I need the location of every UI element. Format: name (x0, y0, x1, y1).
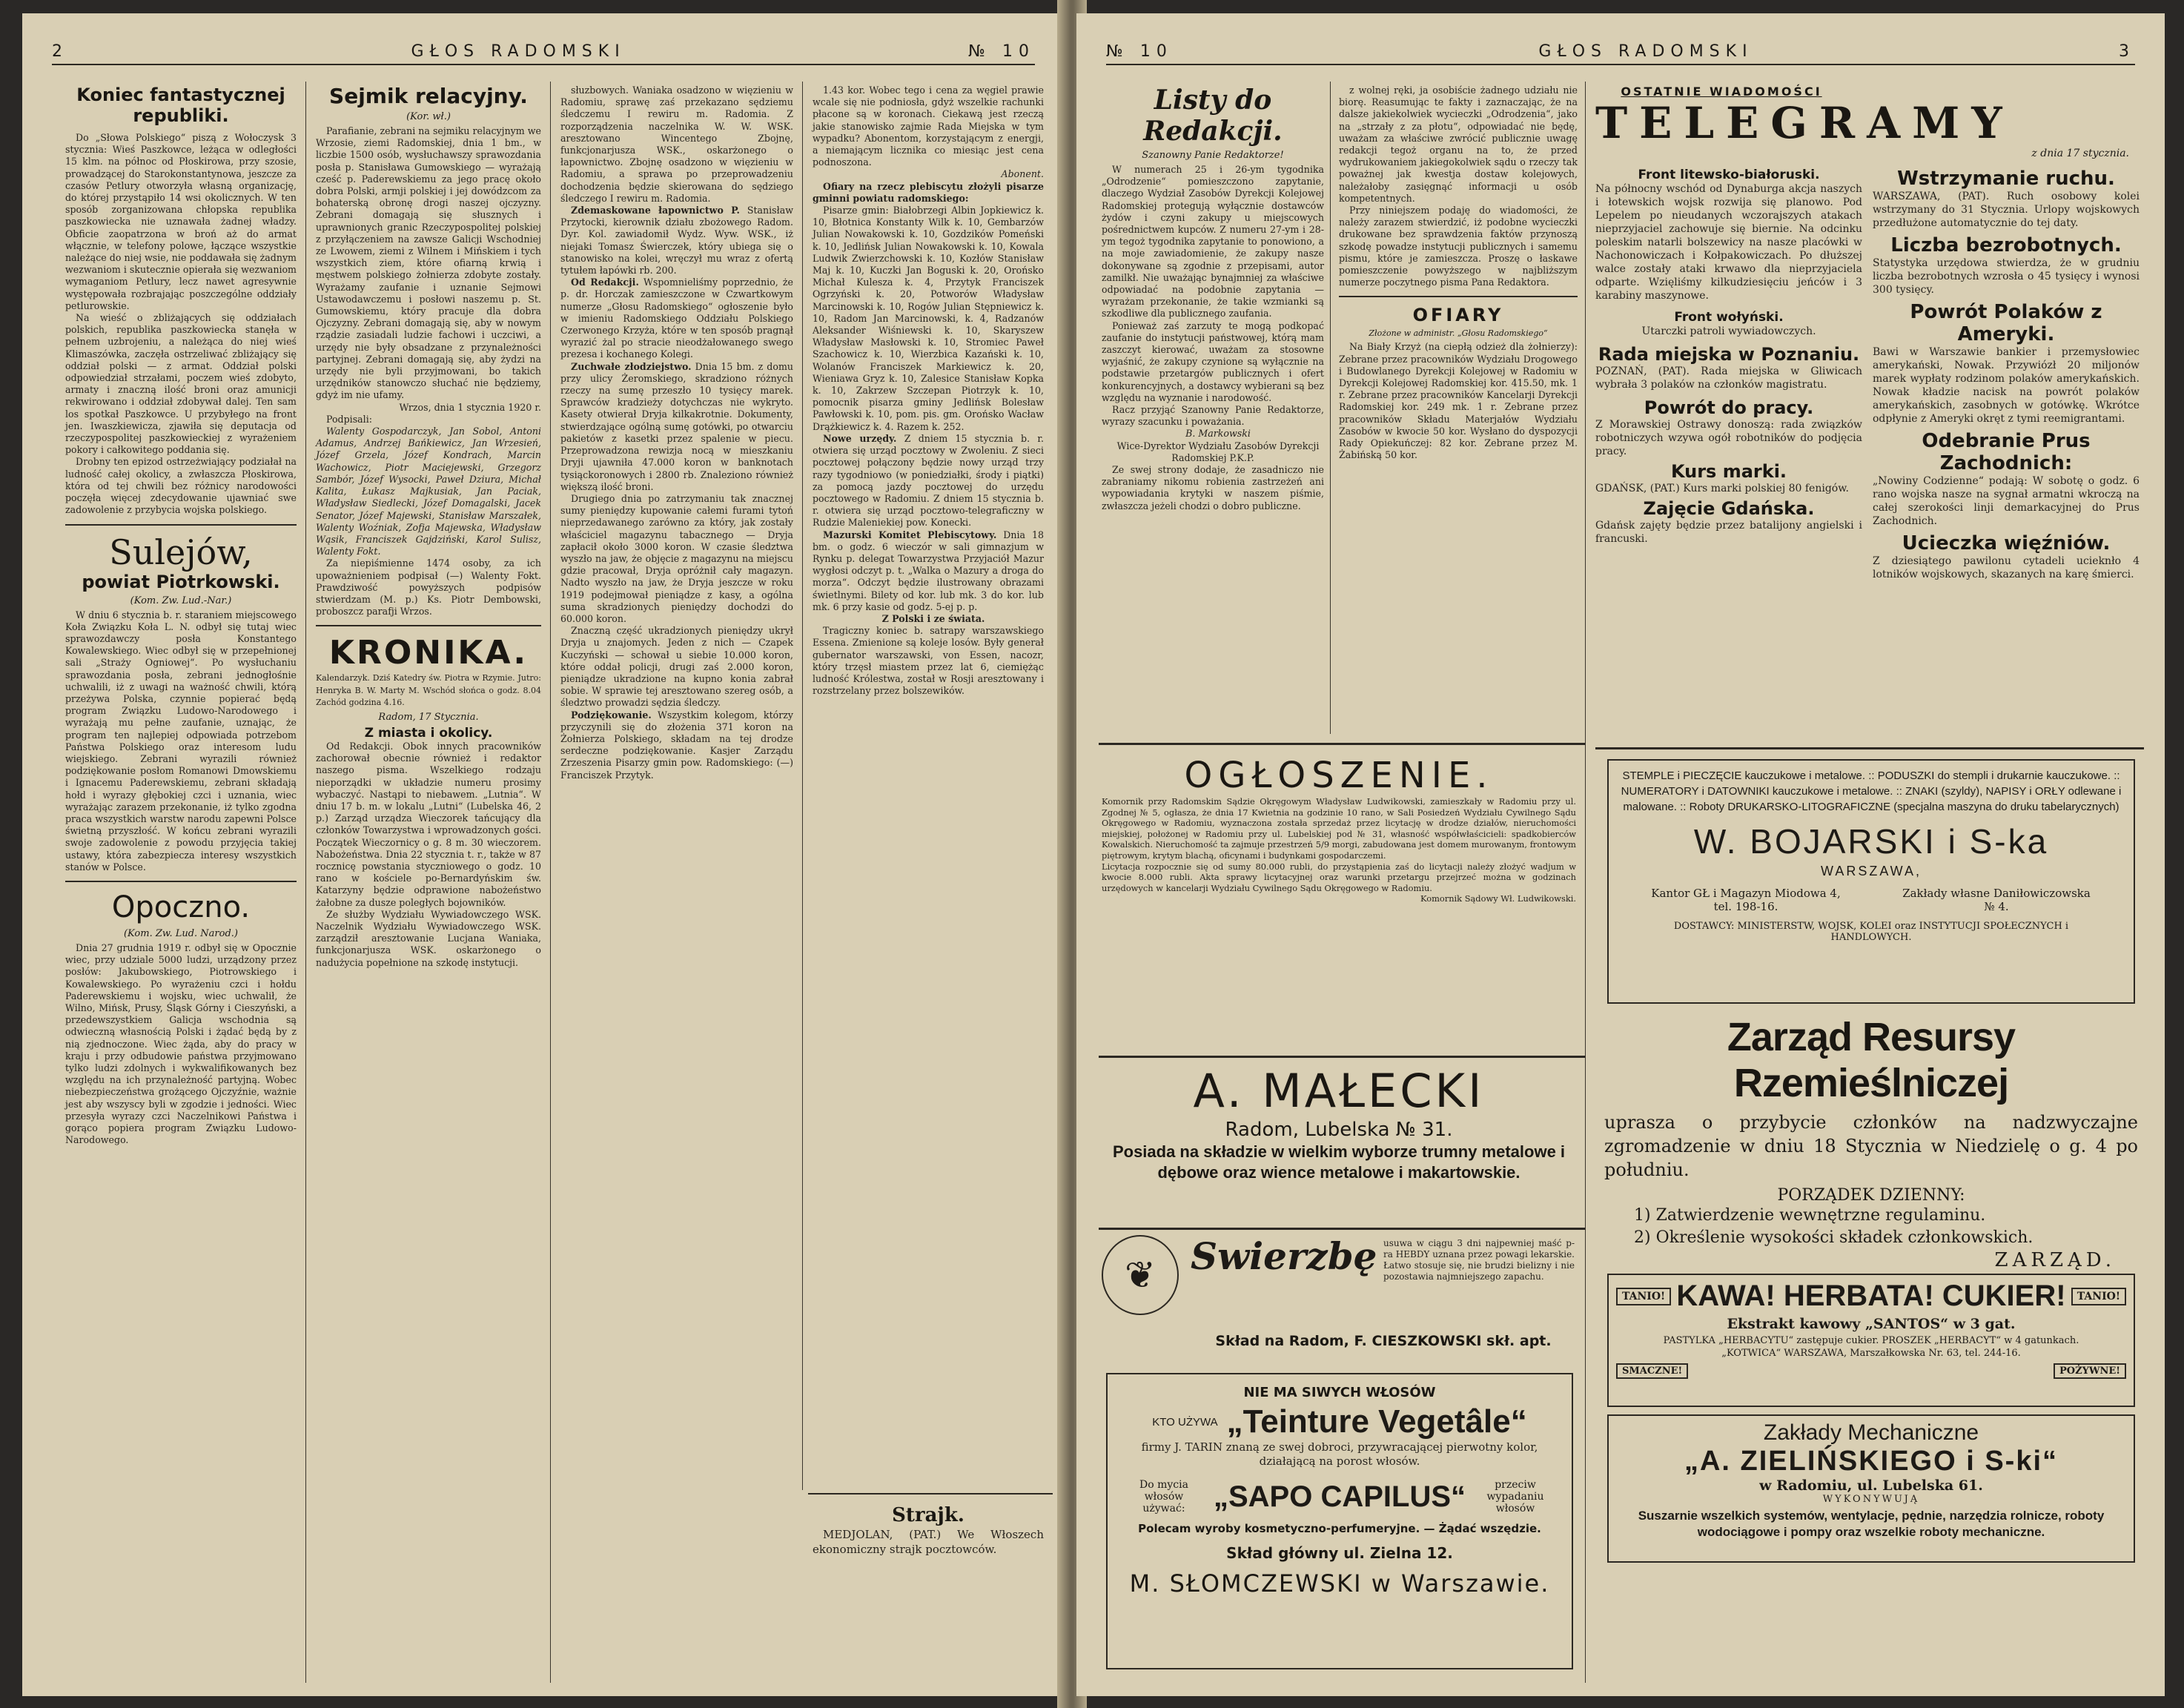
telegram-headline: Front litewsko-białoruski. (1638, 168, 1820, 182)
ad-title: KAWA! HERBATA! CUKIER! (1676, 1280, 2066, 1312)
column-3 (560, 85, 793, 1678)
telegram-headline: Powrót Polaków z Ameryki. (1910, 301, 2102, 345)
ad-title: Swierzbę (1191, 1234, 1377, 1278)
calendar-note: Kalendarzyk. Dziś Katedry św. Piotra w Rzymie. Jutro: Henryka B. W. Marty M. Wschód słońca o godz. 8.04 Zachód godzina 4.16. (316, 673, 541, 707)
telegram-headline: Liczba bezrobotnych. (1890, 234, 2122, 256)
ad-address: w Radomiu, ul. Lubelska 61. (1759, 1477, 1983, 1494)
article-body: słuzbowych. Waniaka osadzono w więzieniu w Radomiu, sprawę zaś przekazano sędziemu śledczemu I rewiru m. Radomia. Z rozporządzenia naczelnika W. W. WSK. aresztowano Wincentego Zbojnę, funkcjonarjusza WSK., oskarżonego o łapownictwo. Zbojnę osadzono w więzieniu w Radomiu, a sprawa po przeprowadzeniu dochodzenia będzie skierowana do sędziego śledczego I rewiru m. Radomia. Zdemaskowane łapownictwo P. Stanisław Przytocki, kierownik działu zbożowego Radom. Dyr. Kol. zawiadomił Wydz. Wyw. WSK., iż niejaki Tomasz Świerczek, który ubiega się o stanowisko na kolei, wręczył mu wraz z ofertą tytułem łapówki rb. 200. Od Redakcji. Wspomnieliśmy poprzednio, że p. dr. Horczak zamieszczone w Czwartkowym numerze „Głosu Radomskiego“ ogłoszenie było w imieniu Radomskiego Oddziału Polskiego Czerwonego Krzyża, które w ten sposób pragnął wyrazić żal po stracie nieodżałowanego swego prezesa i kochanego Kolegi. Zuchwałe złodziejstwo. Dnia 15 bm. z domu przy ulicy Żeromskiego, skradziono różnych rzeczy na sumę przeszło 10 tysięcy marek. Sprawców kradzieży dotychczas nie wykryto. Kasety otwierał Dryja kilkakrotnie. Dokumenty, stwierdzające ogólną sumę gotówki, po otwarciu pakietów z kasetki przez spalenie w piecu. Przeprowadzona rewizja nocą w mieszkaniu Dryji ujawniła 47.000 koron w banknotach tysiąckoronowych i 2800 rb. Znaleziono również większą ilość broni. Drugiego dnia po zatrzymaniu tak znacznej sumy pieniędzy kupowanie całemi furami tytoń nieprzedawanego zarówno za który, jak zostały właściciel magazynu tabacznego — Dryja zapłacił około 3000 koron. W czasie śledztwa wyszło na jaw, że objęcie z magazynu na miejscu gdzie pracował, Dryja opróżnił cały magazyn. Nadto wyszło na jaw, że Dryja jeszcze w roku 1919 podejmował pieniądze z kasy, a ogólna suma skradzionych pieniędzy dochodzi do 60.000 koron. Znaczną część ukradzionych pieniędzy ukrył Dryja u znajomych. Jeden z nich — Czapek Kuczyński — schował u siebie 10.000 koron, które oddał policji, drugi zaś 2.000 koron, pieniądze ukradzione na kupno konia zabrał sobie. W sprawie tej aresztowano szereg osób, a śledztwo prowadzi sędzia śledczy. Podziękowanie. Wszystkim kolegom, którzy przyczynili się do złożenia 371 koron na Żołnierza Polskiego, składam na tej drodze serdeczne podziękowanie. Kasjer Zarządu Zrzeszenia Pisarzy gmin pow. Radomskiego: (—) Franciszek Przytyk. (560, 85, 793, 781)
letters-column-2 (1339, 85, 1578, 737)
ad-body: Polecam wyroby kosmetyczno-perfumeryjne. — Żądać wszędzie. (1138, 1522, 1541, 1535)
section-headline: TELEGRAMY (1595, 98, 2014, 148)
right-page-header (1106, 36, 2135, 65)
ad-title: „A. ZIELIŃSKIEGO i S-ki“ (1684, 1446, 2059, 1477)
divider (1099, 1056, 1585, 1058)
ad-store: Skład główny ul. Zielna 12. (1226, 1544, 1453, 1562)
column-rule (1585, 82, 1586, 1683)
article-headline: Sulejów, (109, 532, 253, 572)
telegram-body: Bawi w Warszawie bankier i przemysłowiec amerykański, Nowak. Przywiózł 20 miljonów marek wypłaty rodzinom polaków amerykańskich. Nowak kładzie nacisk na powrót polaków amerykańskich, zasobnych w gotówkę. Wkrótce odpłynie z Ameryki okręt z tymi reemigrantami. (1873, 346, 2140, 425)
telegram-headline: Ucieczka więźniów. (1902, 532, 2111, 555)
section-headline: KRONIKA. (328, 634, 529, 672)
telegram-body: POZNAŃ, (PAT). Rada miejska w Gliwicach wybrała 3 polaków na członków magistratu. (1595, 365, 1862, 391)
article-subhead: powiat Piotrkowski. (82, 571, 280, 592)
agenda-title: PORZĄDEK DZIENNY: (1777, 1186, 1965, 1205)
telegram-headline: Front wołyński. (1674, 310, 1784, 325)
column-4 (813, 85, 1044, 1478)
telegram-headline: Zajęcie Gdańska. (1643, 498, 1815, 519)
ad-title: W. BOJARSKI i S-ka (1693, 822, 2049, 861)
telegram-col-b (1873, 168, 2140, 581)
ad-store: Skład na Radom, F. CIESZKOWSKI skł. apt. (1215, 1333, 1552, 1349)
telegramy-section (1595, 85, 2144, 752)
dateline: Radom, 17 Stycznia. (378, 711, 479, 723)
ad-city: WARSZAWA, (1821, 864, 1922, 878)
notice-headline: OGŁOSZENIE. (1184, 755, 1494, 796)
ad-note: przeciw wypadaniu włosów (1486, 1479, 1544, 1515)
notice-signature: ZARZĄD. (1994, 1249, 2116, 1271)
ad-kicker: NIE MA SIWYCH WŁOSÓW (1243, 1385, 1436, 1400)
article-headline: Strajk. (892, 1504, 964, 1526)
ad-body: Ekstrakt kawowy „SANTOS“ w 3 gat. (1727, 1316, 2016, 1332)
section-subhead: Z miasta i okolicy. (364, 725, 493, 741)
article-headline: Koniec fantastycznej republiki. (76, 85, 285, 126)
telegram-headline: Powrót do pracy. (1644, 397, 1814, 418)
zarzad-notice (1604, 1014, 2138, 1271)
swierzbe-ad (1102, 1235, 1576, 1368)
tag-badge: POŻYWNE! (2054, 1363, 2126, 1379)
agenda-item: 2) Określenie wysokości składek członkowskich. (1634, 1228, 2034, 1247)
left-page (22, 13, 1065, 1696)
telegram-body: Utarczki patroli wywiadowczych. (1641, 325, 1816, 337)
telegram-body: Na północny wschód od Dynaburga akcja naszych i łotewskich wojsk rozwija się planowo. Pod Lepelem po nieudanych wczorajszych atakach nieprzyjaciel zachowuje się biernie. Na odcinku poleskim natarli bolszewicy na nasze placówki w Nachonowiczach i Kołpakowiczach. Po dłuższej walce zostały ataki krwawo dla nieprzyjaciela odparte. Wzięliśmy kilkudziesięciu jeńców i 3 karabiny maszynowe. (1595, 183, 1862, 302)
article-body: Dnia 27 grudnia 1919 r. odbył się w Opocznie wiec, przy udziale 5000 ludzi, urządzony przez posłów: Jakubowskiego, Piotrowskiego i Kowalewskiego. Po wyrażeniu czci i hołdu Paderewskiemu i wojsku, wiec uchwalił, że Wilno, Mińsk, Prusy, Śląsk Górny i Cieszyński, a przedewszystkiem Galicja wschodnia są odwieczną własnością Polski i żądać będą by z nią zjednoczone. Wiec żąda, aby do pracy w kraju i przy odbudowie państwa przyjmowano tylko ludzi zdolnych i wykwalifikowanych bez względu na ich przynależność partyjną. Wobec niebezpieczeństwa grożącego Ojczyźnie, ważnie jest aby wszyscy byli w zgodzie i jedności. Wiec przesyła wyrazy czci Naczelnikowi Państwa i gorąco popiera program Związku Ludowo-Narodowego. (65, 941, 297, 1146)
telegram-body: „Nowiny Codzienne“ podają: W sobotę o godz. 6 rano wojska nasze na sygnał armatni wkroczą na całej szerokości linji demarkacyjnej do Prus Zachodnich. (1873, 475, 2140, 527)
column-rule (1330, 82, 1331, 734)
telegram-body: Z Morawskiej Ostrawy donoszą: rada związków robotniczych wzywa ogół robotników do podjęcia pracy. (1595, 419, 1862, 457)
ad-body: Suszarnie wszelkich systemów, wentylacje, pędnie, narzędzia rolnicze, roboty wodociągowe i pompy oraz wszelkie roboty mechaniczne. (1638, 1509, 2105, 1539)
article-headline: Listy do Redakcji. (1143, 85, 1283, 147)
telegram-headline: Wstrzymanie ruchu. (1897, 168, 2115, 190)
ad-note: KTO UŻYWA (1152, 1415, 1218, 1429)
article-body: 1.43 kor. Wobec tego i cena za węgiel prawie wcale się nie podniosła, gdyż wszelkie rachunki płacone są w koronach. Ciekawą jest rzeczą jakie stanowisko zajmie Rada Miejska w tym wypadku? Abonentom, korzystającym z energji, a niemającym licznika co miesiąc jest cena podnoszona. Abonent. Ofiary na rzecz plebiscytu złożyli pisarze gminni powiatu radomskiego: Pisarze gmin: Białobrzegi Albin Jopkiewicz k. 10, Błotnica Konstanty Wilk k. 10, Gembarzów Julian Nowakowski k. 10, Gozdzików Pomeński k. 10, Jedlińsk Julian Nowakowski k. 10, Kowala Ludwik Zwierzchowski k. 10, Kozłów Stanisław Maj k. 10, Kuczki Jan Boguski k. 20, Orońsko Michał Kulesza k. 4, Przytyk Franciszek Ogrzyński k. 20, Potworów Władysław Marcinowski k. 10, Rogów Julian Stępniewicz k. 10, Radom Jan Marcinowski, k. 4, Radzanów Aleksander Wiśniewski k. 10, Skaryszew Władysław Masłowski k. 10, Stromiec Paweł Szachowicz k. 10, Wierzbica Kazański k. 10, Wolanów Franciszek Markiewicz k. 20, Wieniawa Gryz k. 10, Zalesice Stanisław Kopka k. 10, Zakrzew Szczepan Piotrzyk k. 10, pomocnik pisarza gminy Jedlińsk Bolesław Pawłowski k. 10, pom. pis. gm. Orońsko Wacław Drążkiewicz k. 4. Razem k. 252. Nowe urzędy. Z dniem 15 stycznia b. r. otwiera się urząd pocztowy w Zwoleniu. Z sieci pocztowej połączony będzie nowy urząd trzy razy tygodniowo (w poniedziałki, środy i piątki) za pomocą jazdy pocztowej do urzędu pocztowego w Radomiu. Z dniem 15 stycznia b. r. otwiera się urząd pocztowo-telegraficzny w Rudzie Maleniekiej pow. Konecki. Mazurski Komitet Plebiscytowy. Dnia 18 bm. o godz. 6 wieczór w sali gimnazjum w Rynku p. delegat Towarzystwa Przyjaciół Mazur wygłosi odczyt p. t. „Walka o Mazury a droga do morza“. Odczyt będzie ilustrowany obrazami świetlnymi. Bilety od kor. lub mk. 3 do kor. lub mk. 6 przy kasie od godz. 5-ej p. p. Z Polski i ze świata. Tragiczny koniec b. satrapy warszawskiego Essena. Zmienione są koleje losów. Były generał gubernator warszawski, von Essen, nacozr, który trzęsł miastem przez lat 6, ciemiężąc ludność Królestwa, został w Rosji aresztowany i rozstrzelany przez bolszewików. (813, 85, 1044, 697)
zielinski-ad (1607, 1414, 2135, 1563)
notice-body: Komornik przy Radomskim Sądzie Okręgowym Władysław Ludwikowski, zamieszkały w Radomiu przy ul. Zgodnej № 5, ogłasza, że dnia 17 Kwietnia na godzinie 10 rano, w Sali Posiedzeń Wydziału Cywilnego Sądu Okręgowego w Radomiu, wyznaczona została sprzedaż przez licytację w drodze działów, nieruchomości miejskiej, położonej w Radomiu przy ul. Lubelskiej pod № 31, własność współwłaścicieli: spadkobierców Kowalskich. Nieruchomość ta zajmuje przestrzeń 5/9 morgi, zabudowana jest domem murowanym, frontowym piętrowym, krytym blachą, oficynami i budynkami gospodarczemi. Licytacja rozpocznie się od sumy 80.000 rubli, do przystąpienia zaś do licytacji należy złożyć wadjum w kwocie 8.000 rubli. Akta sprawy licytacyjnej oraz warunki przetargu przejrzeć można w godzinach urzędowych w kancelarji Wydziału Cywilnego Sądu Okręgowego w Radomiu. Komornik Sądowy Wł. Ludwikowski. (1102, 796, 1576, 904)
article-body: W dniu 6 stycznia b. r. staraniem miejscowego Koła Związku Koła L. N. odbył się tutaj wiec sprawozdawczy posła Konstantego Kowalewskiego. Wiec odbył się w przepełnionej sali „Straży Ogniowej“. Po wysłuchaniu sprawozdania posła, zebrani jednogłośnie uchwalili, iż z uwagi na ważność chwili, którą przeżywa Polska, czynnie popierać będą program Związku Ludowo-Narodowego i wyrażają mu pełne zaufanie, uznając, że program ten najlepiej odpowiada potrzebom Państwa Polskiego oraz interesom ludu wiejskiego. Zebrani wyrazili również podziękowanie posłom Romanowi Dmowskiemu i Ignacemu Paderewskiemu, zebrani składają hołd i wyrazy głębokiej czci i uznania, wiec wyrażając zarazem przekonanie, iż tylko zgodna praca wszystkich warstw narodu zapewni Polsce świetną przyszłość. W końcu zebrani wyrazili swoje zadowolenie z powodu przyjęcia takiej ustawy, która zabezpiecza interesy wszystkich stanów w Polsce. (65, 609, 297, 873)
dateline: z dnia 17 stycznia. (2031, 148, 2129, 159)
divider (1099, 743, 1585, 745)
article-body: Na Biały Krzyż (na ciepłą odzież dla żołnierzy): Zebrane przez pracowników Wydziału Drogowego i Budowlanego Dyrekcji Kolejowej w Radomiu w Dyrekcji Kolejowej Radomskiej kor. 415.50, mk. 1 r. Zebrane przez pracowników Kancelarji Dyrekcji Radomskiej kor. 249 mk. 1 r. Zebrane przez pracowników Składu Materjałów Wydziału Zasobów w kwocie 50 kor. Wysłano do dyspozycji Rady Opiekuńczej: 82 kor. Zebrane przez M. Żabińską 50 kor. (1339, 341, 1578, 461)
section-headline: OFIARY (1412, 305, 1504, 326)
article-body: Od Redakcji. Obok innych pracowników zachorował obecnie również i redaktor naszego pisma. Wszelkiego rodzaju nieporządki w układzie numeru prosimy wybaczyć. Nastąpi to niebawem. „Lutnia“. W dniu 17 b. m. w lokalu „Lutni“ (Lubelska 46, 2 p.) Zarząd urządza Wieczorek tańcujący dla członków Towarzystwa i wprowadzonych gości. Początek Wieczornicy o g. 8 m. 30 wieczorem. Nabożeństwa. Dnia 22 stycznia t. r., także w 87 rocznicę powstania styczniowego o godz. 10 rano w kościele po-Bernardyńskim św. Katarzyny będzie odprawione nabożeństwo żałobne za dusze poległych bojowników. Ze służby Wydziału Wywiadowczego WSK. Naczelnik Wydziału Wywiadowczego WSK. zarządził aresztowanie Lucjana Waniaka, funkcjonarjusza WSK. oskarżonego o nadużycia popełnione na szkodę instytucji. (316, 740, 541, 968)
section-subtitle: Złożone w administr. „Głosu Radomskiego“ (1369, 328, 1548, 339)
issue-number: № 10 (1106, 42, 1173, 61)
article-author: (Kor. wł.) (406, 111, 451, 122)
article-body: MEDJOLAN, (PAT.) We Włoszech ekonomiczny strajk pocztowców. (813, 1528, 1044, 1556)
page-number: 2 (52, 42, 68, 61)
telegram-body: Z dziesiątego pawilonu cytadeli ucieknło 4 lotników wojskowych, skazanych na karę śmierci. (1873, 555, 2140, 580)
ad-title: „SAPO CAPILUS“ (1213, 1480, 1466, 1513)
ad-body: Posiada na składzie w wielkim wyborze trumny metalowe i dębowe oraz wience metalowe i makartowskie. (1112, 1142, 1566, 1182)
emblem-icon: ❦ (1102, 1235, 1179, 1315)
article-body: W numerach 25 i 26-ym tygodnika „Odrodzenie“ pomieszczono zapytanie, dlaczego Wydział Zasobów Dyrekcji Kolejowej Radomskiej protegują wyłącznie dostawców żydów i czyni zakupy u miejscowych pośrednictwem kupców. Z numeru 27-ym i 28-ym tegoż tygodnika zapytanie to ponowiono, a na moje zawiadomienie, że zakupy nasze dokonywane są zgodnie z przepisami, autor zamilkł. Nie uważając bynajmniej za właściwe odpowiadać na podobnie zapytania — wyrażam przekonanie, że takie wzmianki są szkodliwe dla publicznego zaufania. Ponieważ zaś zarzuty te mogą podkopać zaufanie do instytucji państwowej, którą mam zaszczyt kierować, uważam za stosowne wyjaśnić, że zakupy czynione są wyłącznie na podstawie przetargów publicznych i ofert konkurencyjnych, a dostawcy wybierani są bez względu na wyznanie i narodowość. Racz przyjąć Szanowny Panie Redaktorze, wyrazy szacunku i poważania. B. Markowski Wice-Dyrektor Wydziału Zasobów Dyrekcji Radomskiej P.K.P. Ze swej strony dodaje, że zasadniczo nie zabraniamy nikomu robienia zastrzeżeń ani wypowiadania krytyki w naszem piśmie, zwłaszcza jeżeli chodzi o dobro publiczne. (1102, 164, 1324, 512)
article-source: (Kom. Zw. Lud.-Nar.) (130, 595, 232, 606)
newspaper-title: GŁOS RADOMSKI (411, 42, 626, 61)
ad-address: Zakłady własne Daniłowiczowska № 4. (1902, 887, 2091, 913)
ogloszenie-notice (1102, 755, 1576, 1051)
telegram-body: GDAŃSK, (PAT.) Kurs marki polskiej 80 fenigów. (1595, 483, 1850, 494)
tag-badge: TANIO! (1616, 1288, 1671, 1305)
ad-note: Do mycia włosów używać: (1139, 1479, 1188, 1515)
ad-note: WYKONYWUJĄ (1822, 1494, 1920, 1505)
article-body: z wolnej ręki, ja osobiście żadnego udziału nie biorę. Reasumując te fakty i zaznaczając, że na dalsze jakiekolwiek wycieczki „Odrodzenia“, jako na „strzały z za płotu“, odpowiadać nie będę, uważam za właściwe zwrócić publicznie uwagę redakcji tegoż organu na to, że przed wydrukowaniem jakiegokolwiek sądu o rzeczy tak poważnej jak kwestja dostaw kolejowych, należałoby zasięgnąć informacji u osób kompetentnych. Przy niniejszem podaję do wiadomości, że należy zarazem stwierdzić, iż podobne wycieczki drukowane bez sprawdzenia faktów przynoszą szkodę powadze instytucji publicznych i samemu pismu, które je zamieszcza. Proszę o łaskawe pomieszczenie powyższego w najbliższym numerze poczytnego pisma Pana Redaktora. (1339, 85, 1578, 288)
strajk-box (813, 1503, 1044, 1592)
ad-owner: M. SŁOMCZEWSKI w Warszawie. (1129, 1569, 1550, 1598)
ad-address: Kantor GŁ i Magazyn Miodowa 4, tel. 198-16. (1651, 887, 1841, 913)
column-rule (305, 82, 306, 1683)
article-headline: Opoczno. (111, 890, 251, 924)
ad-body: usuwa w ciągu 3 dni najpewniej maść p-ra HEBDY uznana przez powagi lekarskie. Łatwo stosuje się, nie brudzi bielizny i nie pozostawia najmniejszego zapachu. (1383, 1238, 1575, 1282)
kawa-ad (1607, 1274, 2135, 1407)
column-rule (550, 82, 551, 1683)
divider (808, 1493, 1053, 1494)
telegram-body: Gdańsk zajęty będzie przez batalijony angielski i francuski. (1595, 520, 1862, 545)
telegram-body: WARSZAWA, (PAT). Ruch osobowy kolei wstrzymany do 31 Stycznia. Urlopy wojskowych przedłużone automatycznie do tej daty. (1873, 191, 2140, 229)
divider (1595, 747, 2144, 749)
bojarski-ad (1607, 759, 2135, 1004)
ad-address: „KOTWICA“ WARSZAWA, Marszałkowska Nr. 63, tel. 244-16. (1721, 1348, 2021, 1359)
ad-body: PASTYLKA „HERBACYTU“ zastępuje cukier. PROSZEK „HERBACYT“ w 4 gatunkach. (1663, 1335, 2079, 1346)
article-source: (Kom. Zw. Lud. Narod.) (123, 927, 239, 939)
agenda-item: 1) Zatwierdzenie wewnętrzne regulaminu. (1634, 1206, 1986, 1225)
letters-column (1102, 85, 1324, 737)
section-kicker: OSTATNIE WIADOMOŚCI (1621, 85, 1822, 99)
notice-body: uprasza o przybycie członków na nadzwyczajne zgromadzenie w dniu 18 Stycznia w Niedzielę o g. 4 po południu. (1604, 1112, 2138, 1180)
telegram-headline: Rada miejska w Poznaniu. (1598, 344, 1860, 365)
ad-address: Radom, Lubelska № 31. (1225, 1119, 1453, 1141)
telegram-headline: Odebranie Prus Zachodnich: (1922, 430, 2091, 474)
telegram-body: Statystyka urzędowa stwierdza, że w grudniu liczba bezrobotnych wzrosła o 45 tysięcy i wynosi 300 tysięcy. (1873, 257, 2140, 296)
notice-headline: Zarząd Resursy Rzemieślniczej (1727, 1015, 2016, 1105)
left-page-header (52, 36, 1035, 65)
article-body: Parafianie, zebrani na sejmiku relacyjnym we Wrzosie, ziemi Radomskiej, dnia 1 bm., w liczbie 1500 osób, wysłuchawszy sprawozdania posła p. Stanisława Gumowskiego — wyrażają cześć p. Paderewskiemu za jego pracę około dobra Polski, armji polskiej i jej dowódzcom za bohaterską obronę drogi naszej ojczyzny. Zebrani domagają się słusznych i uprawnionych granic Rzeczypospolitej polskiej z przyłączeniem na zawsze Galicji Wschodniej ze Lwowem, ziemi z Wilnem i Mińskiem i tych wszystkich ziem, które ofiarną krwią i męstwem polskiego żołnierza zdobyte zostały. Wyrażamy zaufanie i uznanie Sejmowi Ustawodawczemu i posłowi naszemu p. St. Gumowskiemu, który pracuje dla dobra Ojczyzny. Zebrani domagają się, aby w nowym rządzie zasiadali ludzie fachowi i uczciwi, a urzędy nie były obsadzane z przynależności partyjnej. Zebrani domagają się, aby żydzi na urzędy nie byli przyjmowani, bo takich urzędników stanowczo słuchać nie będziemy, gdyż im nie ufamy. Wrzos, dnia 1 stycznia 1920 r. Podpisali: Walenty Gospodarczyk, Jan Sobol, Antoni Adamus, Andrzej Bańkiewicz, Jan Wrzesień, Józef Grzela, Józef Kondrach, Marcin Wachowicz, Piotr Maciejewski, Grzegorz Sambór, Józef Wysocki, Paweł Dziura, Michał Kalita, Łukasz Majkusiak, Jan Paciak, Władysław Siedlecki, Józef Domagalski, Jacek Senator, Józef Majewski, Stanisław Marszałek, Walenty Woźniak, Zofja Majewska, Władysław Wąsik, Franciszek Gajdziński, Karol Sulisz, Walenty Fokt. Za niepiśmienne 1474 osoby, za ich upoważnieniem podpisał (—) Walenty Fokt. Prawdziwość powyższych podpisów stwierdzam (M. p.) Ks. Piotr Dembowski, proboszcz parafji Wrzos. (316, 125, 541, 618)
ad-body: STEMPLE i PIECZĘCIE kauczukowe i metalowe. :: PODUSZKI do stempli i drukarnie kauczukowe. :: NUMERATORY i DATOWNIKI kauczukowe i metalowe. :: ZNAKI (szyldy), NAPISY i ORŁY odlewane i malowane. :: Roboty DRUKARSKO-LITOGRAFICZNE (specjalna maszyna do druku tabelarycznych) (1621, 769, 2122, 813)
tag-badge: TANIO! (2071, 1288, 2126, 1305)
ad-title: A. MAŁECKI (1193, 1064, 1485, 1118)
ad-body: firmy J. TARIN znaną ze swej dobroci, przywracającej pierwotny kolor, działającą na porost włosów. (1141, 1440, 1538, 1468)
page-number: 3 (2119, 42, 2135, 61)
ad-footer: DOSTAWCY: MINISTERSTW, WOJSK, KOLEI oraz INSTYTUCJI SPOŁECZNYCH i HANDLOWYCH. (1673, 921, 2069, 943)
ad-kicker: Zakłady Mechaniczne (1763, 1420, 1979, 1445)
newspaper-title: GŁOS RADOMSKI (1538, 42, 1753, 61)
issue-number: № 10 (968, 42, 1035, 61)
column-rule (802, 82, 803, 1490)
telegram-col-a (1595, 168, 1862, 546)
column-2 (316, 85, 541, 1678)
right-page (1076, 13, 2165, 1696)
column-1 (65, 85, 297, 1678)
article-body: Do „Słowa Polskiego“ piszą z Wołoczysk 3 stycznia: Wieś Paszkowce, leżąca w odległości 15 klm. na północ od Płoskirowa, przy szosie, prowadzącej do Starokonstantynowa, jeszcze za czasów Petlury otworzyła własną organizację, do której przystąpiło 14 wsi okolicznych. W ten sposób zorganizowana chłopska republika paszkowiecka nie uznawała żadnej władzy. Obficie zaopatrzona w broń aż do armat włącznie, w telefony polowe, łączące wszystkie należące do niej wsie, nie poddawała się żadnym wezwaniom i skutecznie opierała się wezwaniom wymaganiom Petlury, lecz nawet agresywnie występowała rozbrajając poszczególne oddziały petlurowskie. Na wieść o zbliżających się oddziałach polskich, republika paszkowiecka stanęła w pełnem uzbrojeniu, a należąca do niej wieś Klimaszówka, zaczęła ostrzeliwać zbliżający się oddział polski — z armat. Oddział polski odpowiedział strzałami, poczem wieś zdobyto, armaty i znaczną ilość broni oraz amunicji rekwirowano i oddział zdobywał dalej. Ten sam los spotkał Paszkowce. U przybyłego na front jen. Iwaszkiewicza, zjawiła się deputacja od rzeczypospolitej paszkowieckiej z wyrażeniem pokory i całkowitego poddania się. Drobny ten epizod ostrzeżwiający podziałał na ludność całej okolicy, a zwłaszcza Płoskirowa, która od tej chwili bez różnicy narodowości poczęła więcej zdecydowanie ujawniać swe zadowolenie z przybycia wojska polskiego. (65, 132, 297, 516)
article-headline: Sejmik relacyjny. (329, 84, 528, 108)
telegram-headline: Kurs marki. (1670, 461, 1787, 482)
salutation: Szanowny Panie Redaktorze! (1142, 150, 1284, 161)
ad-title: „Teinture Vegetâle“ (1226, 1403, 1527, 1440)
teinture-ad (1106, 1373, 1573, 1669)
malecki-ad (1102, 1065, 1576, 1220)
divider (1099, 1228, 1585, 1230)
tag-badge: SMACZNE! (1616, 1363, 1688, 1379)
